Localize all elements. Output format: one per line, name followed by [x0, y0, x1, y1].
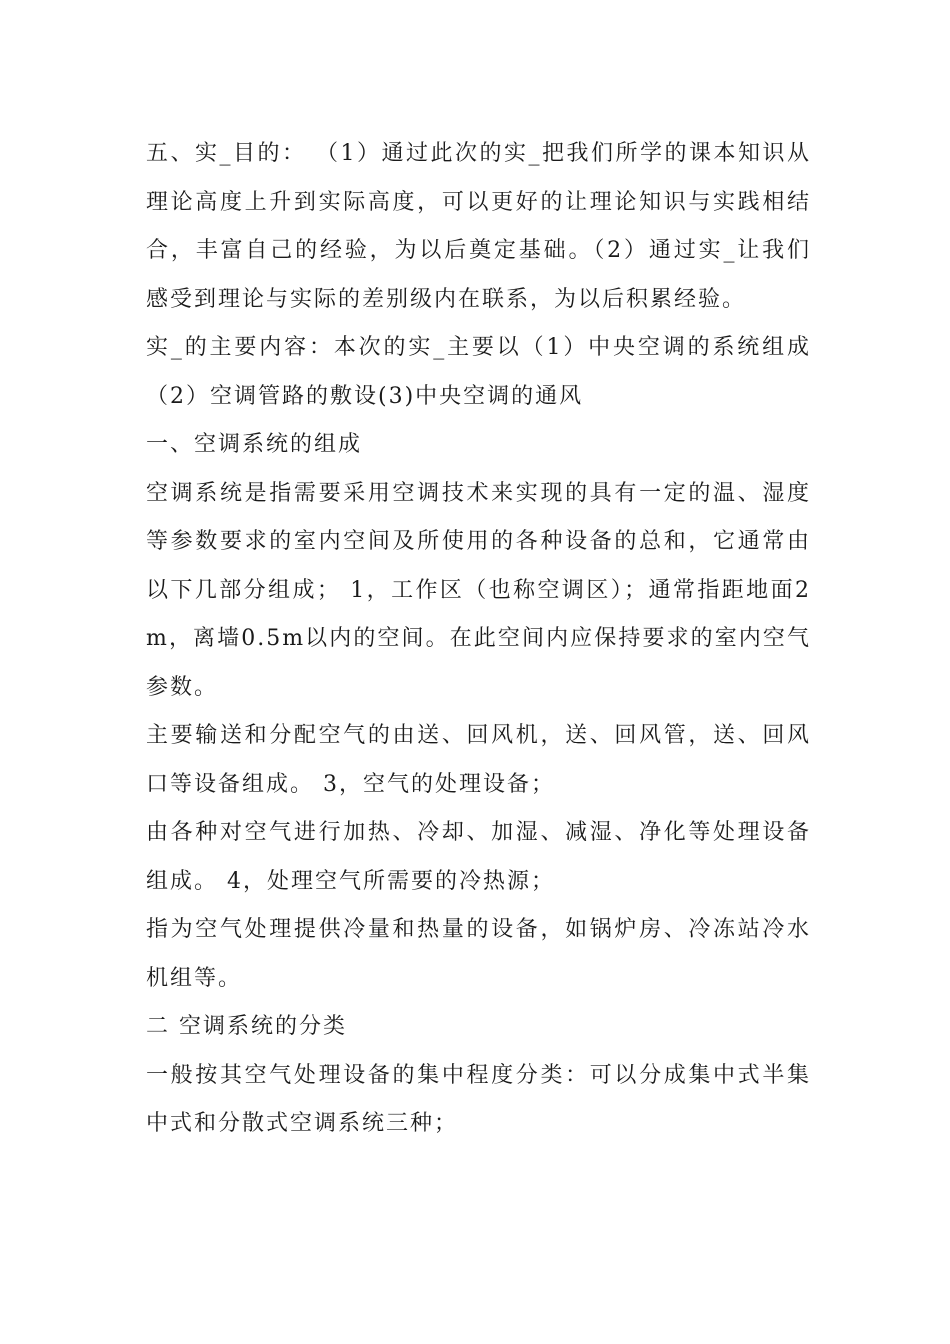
section-heading-composition: 一、空调系统的组成: [146, 432, 363, 457]
paragraph-classification: 一般按其空气处理设备的集中程度分类：可以分成集中式半集中式和分散式空调系统三种；: [146, 1062, 811, 1136]
paragraph-air-distribution: 主要输送和分配空气的由送、回风机，送、回风管，送、回风口等设备组成。 3，空气的处理设备；: [146, 723, 811, 797]
paragraph-system-definition: 空调系统是指需要采用空调技术来实现的具有一定的温、湿度等参数要求的室内空间及所使用的各种设备的总和，它通常由以下几部分组成； 1，工作区（也称空调区）；通常指距地面2m，离墙0.5m以内的空间。在此空间内应保持要求的室内空气参数。: [146, 480, 811, 700]
section-heading-classification: 二 空调系统的分类: [146, 1014, 347, 1039]
paragraph-objectives: 五、实_目的： （1）通过此次的实_把我们所学的课本知识从理论高度上升到实际高度，可以更好的让理论知识与实践相结合，丰富自己的经验，为以后奠定基础。（2）通过实_让我们感受到理论与实际的差别级内在联系，为以后积累经验。: [146, 141, 811, 312]
paragraph-heat-cold-source: 指为空气处理提供冷量和热量的设备，如锅炉房、冷冻站冷水机组等。: [146, 917, 811, 991]
paragraph-air-processing: 由各种对空气进行加热、冷却、加湿、减湿、净化等处理设备组成。 4，处理空气所需要的冷热源；: [146, 820, 811, 894]
document-page: [146, 130, 811, 1149]
paragraph-main-content: 实_的主要内容：本次的实_主要以（1）中央空调的系统组成（2）空调管路的敷设(3)中央空调的通风: [146, 335, 811, 409]
